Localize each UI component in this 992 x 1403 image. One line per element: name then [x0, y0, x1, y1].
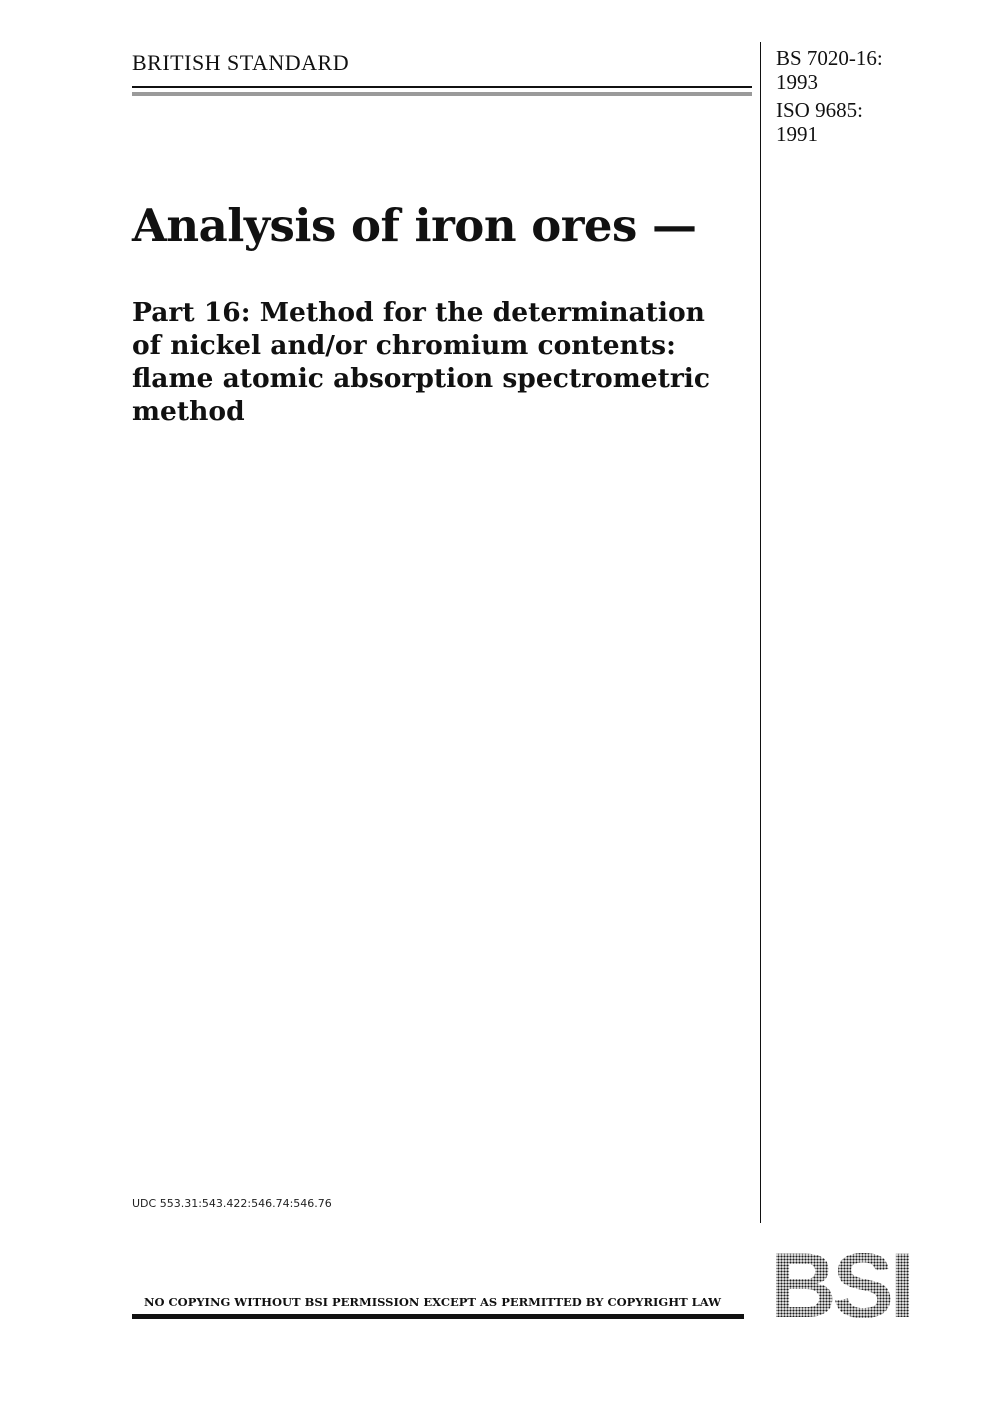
header-rule	[132, 86, 752, 96]
series-label: BRITISH STANDARD	[132, 50, 350, 75]
bs-year: 1993	[776, 70, 818, 94]
iso-year: 1991	[776, 122, 818, 146]
iso-number: ISO 9685:	[776, 98, 863, 122]
part-title-line: method	[132, 396, 245, 427]
udc-code: UDC 553.31:543.422:546.74:546.76	[132, 1197, 332, 1210]
part-title-line: flame atomic absorption spectrometric	[132, 363, 711, 394]
part-title	[132, 296, 747, 428]
bs-number: BS 7020-16:	[776, 46, 883, 70]
bsi-logo-icon	[768, 1243, 946, 1325]
part-title-line: of nickel and/or chromium contents:	[132, 330, 676, 361]
header-rule-thick	[132, 92, 752, 96]
vertical-divider	[760, 42, 761, 1223]
standard-designation	[776, 46, 883, 146]
copyright-notice: NO COPYING WITHOUT BSI PERMISSION EXCEPT AS PERMITTED BY COPYRIGHT LAW	[144, 1295, 722, 1309]
main-title: Analysis of iron ores —	[132, 199, 697, 252]
part-title-line: Part 16: Method for the determination	[132, 297, 705, 328]
footer-rule	[132, 1314, 744, 1319]
